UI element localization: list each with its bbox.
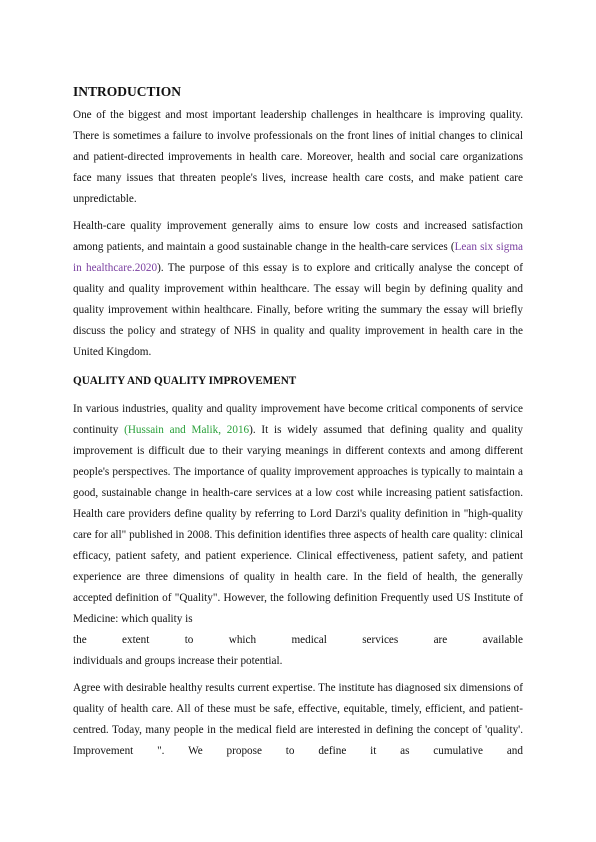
spaced-word: to (184, 634, 194, 646)
spaced-word: medical (291, 634, 327, 646)
introduction-paragraph-2-text-a: Health-care quality improvement generally aims to ensure low costs and increased satisfaction among patients, and maintain a good sustainable change in the health-care services ( (73, 220, 523, 253)
spaced-word: services (362, 634, 399, 646)
quality-paragraph-1-last-line: individuals and groups increase their potential. (73, 655, 283, 667)
introduction-paragraph-2 (73, 216, 523, 363)
quality-paragraph-1-text-b: ). It is widely assumed that defining quality and quality improvement is difficult due to their varying meanings in different contexts and among different people's perspectives. The importance of quality improvement approaches is typically to maintain a good, sustainable change in health-care services at a low cost while increasing patient satisfaction. Health care providers define quality by referring to Lord Darzi's quality definition in "high-quality care for all" published in 2008. This definition identifies three aspects of health care quality: clinical efficacy, patient safety, and patient experience. Clinical effectiveness, patient safety, and patient experience are three dimensions of quality in health care. In the field of health, the generally accepted definition of "Quality". However, the following definition Frequently used US Institute of Medicine: which quality is (73, 424, 523, 625)
spaced-word: available (482, 634, 523, 646)
quality-paragraph-1-text-a: In various industries, quality and quality improvement have become critical components of service continuity (73, 403, 523, 436)
quality-paragraph-1-spaced-line (73, 630, 523, 651)
spaced-word: extent (122, 634, 150, 646)
citation-hussain-malik: (Hussain and Malik, 2016 (124, 424, 250, 436)
quality-paragraph-2: Agree with desirable healthy results current expertise. The institute has diagnosed six dimensions of quality of health care. All of these must be safe, effective, equitable, timely, efficient, and patient-centred. Today, many people in the medical field are interested in defining the concept of 'quality'. Improvement ". We propose to define it as cumulative and (73, 682, 523, 757)
spaced-word: are (433, 634, 448, 646)
quality-paragraph-1 (73, 399, 523, 630)
citation-lean-six-sigma: Lean six sigma in healthcare.2020 (73, 241, 523, 274)
introduction-paragraph-2-text-b: ). The purpose of this essay is to explore and critically analyse the concept of quality and quality improvement within healthcare. The essay will begin by defining quality and quality improvement within healthcare. Finally, before writing the summary the essay will briefly discuss the policy and strategy of NHS in quality and quality improvement in health care in the United Kingdom. (73, 262, 523, 358)
spaced-word: the (73, 634, 87, 646)
quality-heading: QUALITY AND QUALITY IMPROVEMENT (73, 375, 297, 387)
introduction-heading: INTRODUCTION (73, 84, 182, 99)
document-body (73, 83, 523, 768)
spaced-word: which (228, 634, 257, 646)
introduction-paragraph-1: One of the biggest and most important leadership challenges in healthcare is improving quality. There is sometimes a failure to involve professionals on the front lines of initial changes to clinical and patient-directed improvements in health care. Moreover, health and social care organizations face many issues that threaten people's lives, increase health care costs, and make patient care unpredictable. (73, 109, 523, 205)
